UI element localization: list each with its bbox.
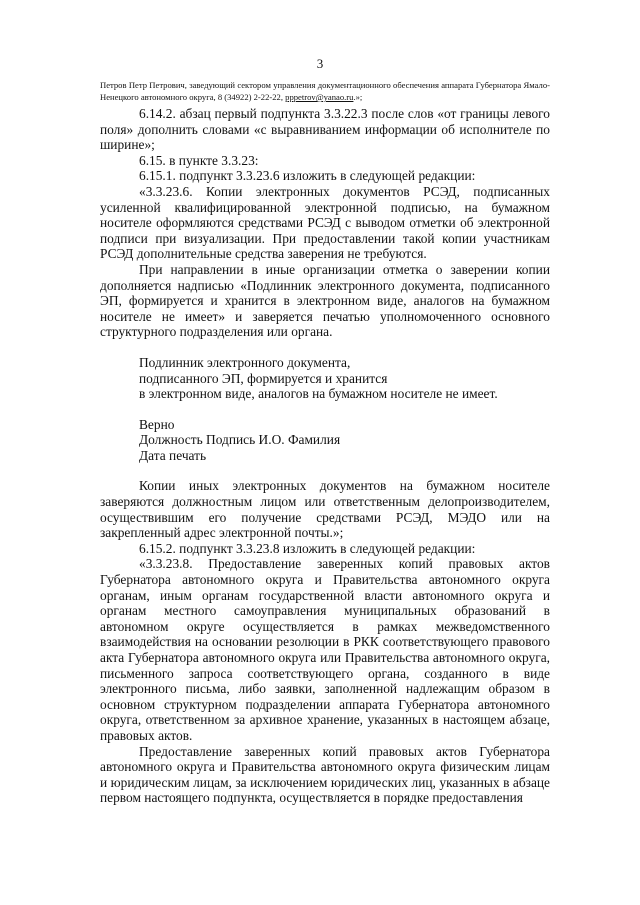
spacer — [100, 340, 550, 355]
paragraph-6-15-2: 6.15.2. подпункт 3.3.23.8 изложить в следующей редакции: — [139, 540, 476, 556]
footnote-email-link[interactable]: pppetrov@yanao.ru — [285, 92, 354, 102]
stamp-line-3: в электронном виде, аналогов на бумажном носителе не имеет. — [139, 386, 498, 402]
paragraph-6-15-1: 6.15.1. подпункт 3.3.23.6 изложить в следующей редакции: — [139, 168, 476, 184]
page-number: 3 — [316, 56, 324, 71]
stamp-line-1: Подлинник электронного документа, — [139, 354, 351, 370]
paragraph-3-3-23-8: «3.3.23.8. Предоставление заверенных копий правовых актов Губернатора автономного округа и Правительства автономного округа органам, иным органам государственной власти автономного округа и органам местного самоуправления муниципальных образований в автономном округе осуществляется в рамках межведомственного взаимодействия на основании резолюции в РКК соответствующего правового акта Губернатора автономного округа или Правительства автономного округа, письменного запроса соответствующего органа, созданного в виде электронного письма, либо заявки, заполненной надлежащим образом в основном структурном подразделении аппарата Губернатора автономного округа, ответственном за архивное хранение, указанных в настоящем абзаце, правовых актов. — [100, 556, 550, 743]
document-body — [100, 106, 550, 806]
executor-footnote — [100, 79, 550, 103]
spacer — [100, 402, 550, 417]
stamp-line-2: подписанного ЭП, формируется и хранится — [139, 370, 388, 386]
footnote-text: Петров Петр Петрович, заведующий сектором управления документационного обеспечения аппарата Губернатора Ямало-Ненецкого автономного округа, 8 (34922) 2-22-22, — [100, 80, 550, 102]
paragraph-other-copies: Копии иных электронных документов на бумажном носителе заверяются должностным лицом или ответственным делопроизводителем, осуществившим его получение средствами РСЭД, МЭДО или на закрепленный адрес электронной почты.»; — [100, 478, 550, 541]
paragraph-6-15: 6.15. в пункте 3.3.23: — [139, 152, 259, 168]
footnote-tail: .»; — [353, 92, 363, 102]
paragraph-6-14-2: 6.14.2. абзац первый подпункта 3.3.22.3 после слов «от границы левого поля» дополнить словами «с выравниванием информации об исполнителе по ширине»; — [100, 106, 550, 153]
certification-signature: Должность Подпись И.О. Фамилия — [139, 432, 341, 448]
spacer — [100, 463, 550, 478]
paragraph-3-3-23-6: «3.3.23.6. Копии электронных документов РСЭД, подписанных усиленной квалифицированной электронной подписью, на бумажном носителе оформляются средствами РСЭД с выводом отметки об электронной подписи при визуализации. При предоставлении такой копии участникам РСЭД дополнительные средства заверения не требуются. — [100, 183, 550, 262]
paragraph-providing-copies: Предоставление заверенных копий правовых актов Губернатора автономного округа и Правительства автономного округа физическим лицам и юридическим лицам, за исключением юридических лиц, указанных в абзаце первом настоящего подпункта, осуществляется в порядке предоставления — [100, 743, 550, 806]
certification-date-seal: Дата печать — [139, 447, 207, 463]
paragraph-other-organizations: При направлении в иные организации отметка о заверении копии дополняется надписью «Подлинник электронного документа, подписанного ЭП, формируется и хранится в электронном виде, аналогов на бумажном носителе не имеет» и заверяется печатью уполномоченного основного структурного подразделения или органа. — [100, 261, 550, 340]
certification-verno: Верно — [139, 416, 175, 432]
